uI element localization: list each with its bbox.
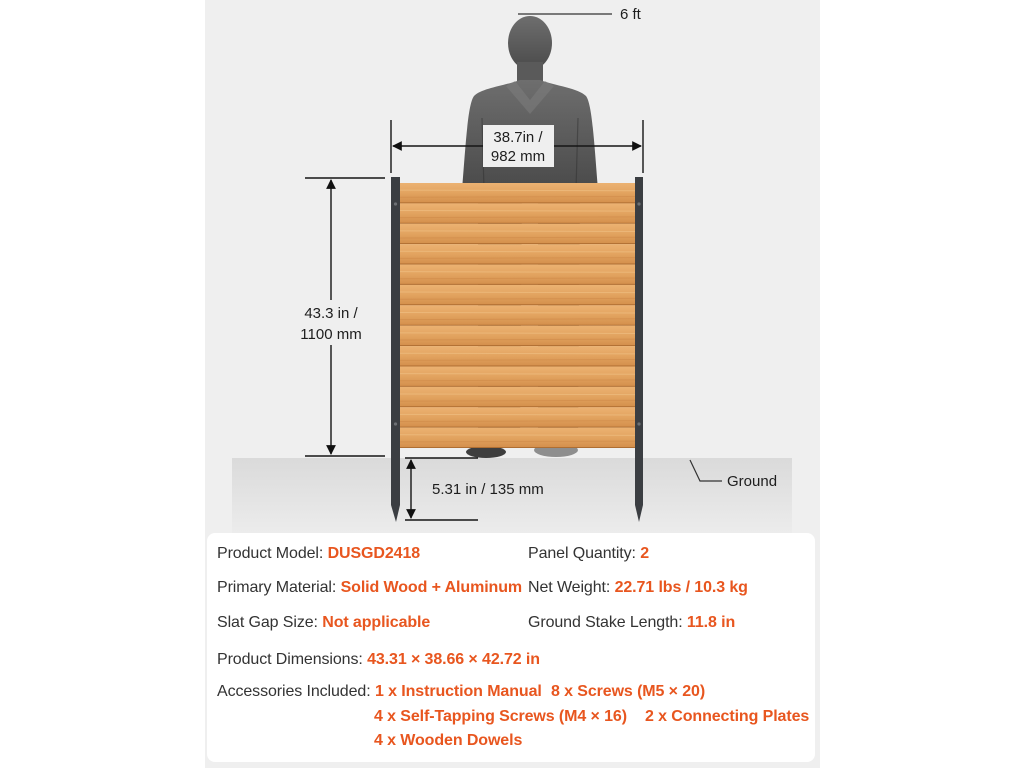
wood-grain	[400, 272, 636, 273]
spec-product-dimensions	[217, 650, 540, 670]
spec-slat-gap-size	[217, 613, 430, 633]
accessory-item: 1 x Instruction Manual	[375, 683, 542, 700]
right-post	[635, 177, 643, 522]
wood-slat	[400, 346, 636, 366]
spec-label: Product Dimensions:	[217, 651, 363, 668]
accessory-item: 8 x Screws (M5 × 20)	[551, 683, 706, 700]
person-height-label: 6 ft	[620, 6, 641, 23]
spec-value: 2	[640, 545, 650, 562]
wood-grain	[400, 435, 636, 436]
spec-primary-material	[217, 578, 522, 598]
wood-slat	[400, 224, 636, 244]
wood-slat	[400, 407, 636, 427]
spec-value: Solid Wood + Aluminum	[340, 579, 523, 596]
stake-label: 5.31 in / 135 mm	[432, 481, 544, 498]
post-screw	[394, 202, 397, 205]
wood-grain	[400, 292, 636, 293]
spec-value: DUSGD2418	[327, 545, 421, 562]
spec-label: Ground Stake Length:	[528, 614, 683, 631]
post-screw	[637, 422, 640, 425]
wood-grain	[400, 312, 636, 313]
height-label-line1: 43.3 in /	[304, 305, 358, 322]
width-label-line2: 982 mm	[490, 148, 546, 165]
wood-fence-panel	[400, 183, 636, 448]
spec-ground-stake-length	[528, 613, 735, 633]
wood-slat	[400, 366, 636, 386]
wood-grain	[400, 190, 636, 191]
wood-slat	[400, 203, 636, 223]
spec-label: Net Weight:	[528, 579, 611, 596]
wood-grain	[400, 231, 636, 232]
spec-accessories-label: Accessories Included:	[217, 683, 371, 700]
wood-grain	[400, 211, 636, 212]
accessory-item: 2 x Connecting Plates	[645, 708, 810, 725]
wood-grain	[400, 374, 636, 375]
spec-panel	[207, 533, 815, 762]
spec-product-model	[217, 544, 420, 564]
wood-slat	[400, 244, 636, 264]
wood-grain	[400, 333, 636, 334]
wood-slat	[400, 428, 636, 448]
spec-label: Slat Gap Size:	[217, 614, 318, 631]
height-label-line2: 1100 mm	[300, 326, 362, 343]
width-label-line1: 38.7in /	[493, 129, 543, 146]
spec-label: Product Model:	[217, 545, 324, 562]
spec-value: 11.8 in	[686, 614, 736, 631]
wood-slat	[400, 285, 636, 305]
wood-grain	[400, 251, 636, 252]
wood-slat	[400, 305, 636, 325]
wood-slat	[400, 265, 636, 285]
wood-slat	[400, 183, 636, 203]
spec-value: 22.71 lbs / 10.3 kg	[614, 579, 748, 596]
wood-grain	[400, 353, 636, 354]
accessory-item: 4 x Self-Tapping Screws (M4 × 16)	[374, 708, 627, 725]
wood-grain	[400, 414, 636, 415]
ground-label: Ground	[727, 473, 778, 490]
spec-value: Not applicable	[322, 614, 431, 631]
spec-net-weight	[528, 578, 748, 598]
post-screw	[637, 202, 640, 205]
wood-slat	[400, 326, 636, 346]
wood-grain	[400, 394, 636, 395]
spec-label: Panel Quantity:	[528, 545, 636, 562]
spec-value: 43.31 × 38.66 × 42.72 in	[367, 651, 540, 668]
accessory-item: 4 x Wooden Dowels	[374, 732, 523, 749]
post-screw	[394, 422, 397, 425]
left-post	[391, 177, 400, 522]
spec-label: Primary Material:	[217, 579, 337, 596]
spec-panel-quantity	[528, 544, 649, 564]
wood-slat	[400, 387, 636, 407]
